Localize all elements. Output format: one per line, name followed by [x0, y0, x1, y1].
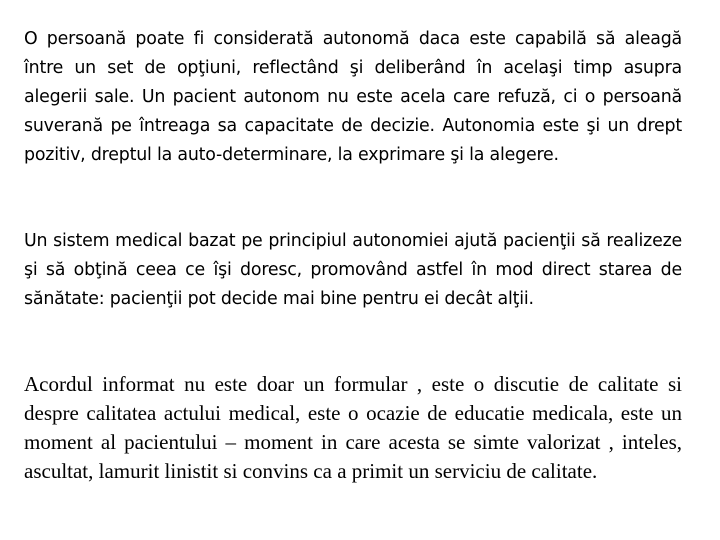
- paragraph-informed-consent: Acordul informat nu este doar un formular , este o discutie de calitate si despre calitatea actului medical, este o ocazie de educatie medicala, este un moment al pacientului – moment in care acesta se simte valorizat , inteles, ascultat, lamurit linistit si convins ca a primit un serviciu de calitate.: [24, 372, 682, 483]
- paragraph-autonomy-definition: O persoană poate fi considerată autonomă daca este capabilă să aleagă între un set de opţiuni, reflectând şi deliberând în acelaşi timp asupra alegerii sale. Un pacient autonom nu este acela care refuză, ci o persoană suverană pe întreaga sa capacitate de decizie. Autonomia este şi un drept pozitiv, dreptul la auto-determinare, la exprimare şi la alegere.: [24, 29, 682, 165]
- paragraph-medical-system: Un sistem medical bazat pe principiul autonomiei ajută pacienţii să realizeze şi să obţină ceea ce îşi doresc, promovând astfel în mod direct starea de sănătate: pacienţii pot decide mai bine pentru ei decât alţii.: [24, 231, 682, 309]
